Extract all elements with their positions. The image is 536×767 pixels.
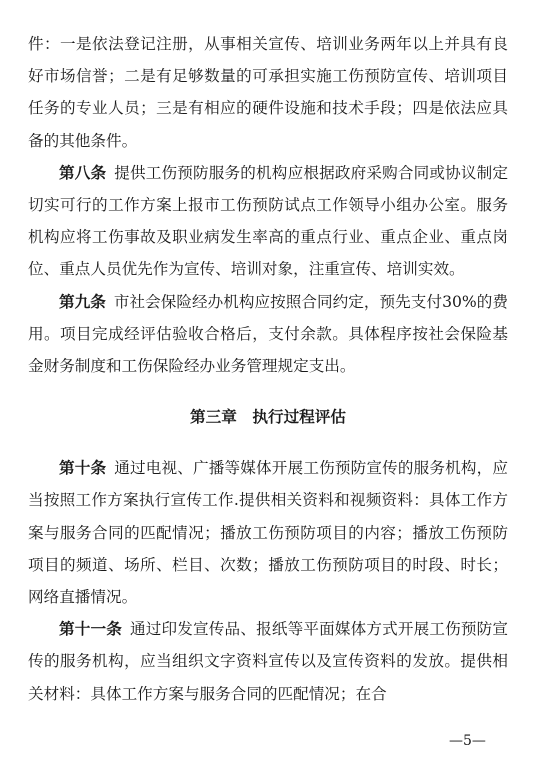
- article-9: [28, 286, 508, 383]
- paragraph-text: 市社会保险经办机构应按照合同约定，预先支付30%的费用。项目完成经评估验收合格后，支付余款。具体程序按社会保险基金财务制度和工伤保险经办业务管理规定支出。: [28, 292, 508, 376]
- document-page: [28, 28, 508, 710]
- article-8: [28, 157, 508, 286]
- paragraph-text: 通过电视、广播等媒体开展工伤预防宣传的服务机构，应当按照工作方案执行宣传工作.提供相关资料和视频资料：具体工作方案与服务合同的匹配情况；播放工伤预防项目的内容；播放工伤预防项目的频道、场所、栏目、次数；播放工伤预防项目的时段、时长；网络直播情况。: [28, 459, 508, 607]
- article-heading: 第八条: [59, 163, 107, 182]
- article-heading: 第十一条: [59, 620, 123, 639]
- paragraph-text: 通过印发宣传品、报纸等平面媒体方式开展工伤预防宣传的服务机构，应当组织文字资料宣传以及宣传资料的发放。提供相关材料：具体工作方案与服务合同的匹配情况；在合: [28, 620, 508, 703]
- paragraph-continuation: [28, 28, 508, 157]
- paragraph-text: 提供工伤预防服务的机构应根据政府采购合同或协议制定切实可行的工作方案上报市工伤预防试点工作领导小组办公室。服务机构应将工伤事故及职业病发生率高的重点行业、重点企业、重点岗位、重点人员优先作为宣传、培训对象，注重宣传、培训实效。: [28, 163, 508, 279]
- article-heading: 第九条: [59, 292, 106, 311]
- article-11: [28, 613, 508, 710]
- paragraph-text: 件：一是依法登记注册，从事相关宣传、培训业务两年以上并具有良好市场信誉；二是有足够数量的可承担实施工伤预防宣传、培训项目任务的专业人员；三是有相应的硬件设施和技术手段；四是依法应具备的其他条件。: [28, 35, 508, 150]
- article-heading: 第十条: [59, 459, 107, 478]
- page-number: —5—: [449, 733, 486, 749]
- article-10: [28, 452, 508, 613]
- chapter-title: 第三章 执行过程评估: [190, 408, 346, 427]
